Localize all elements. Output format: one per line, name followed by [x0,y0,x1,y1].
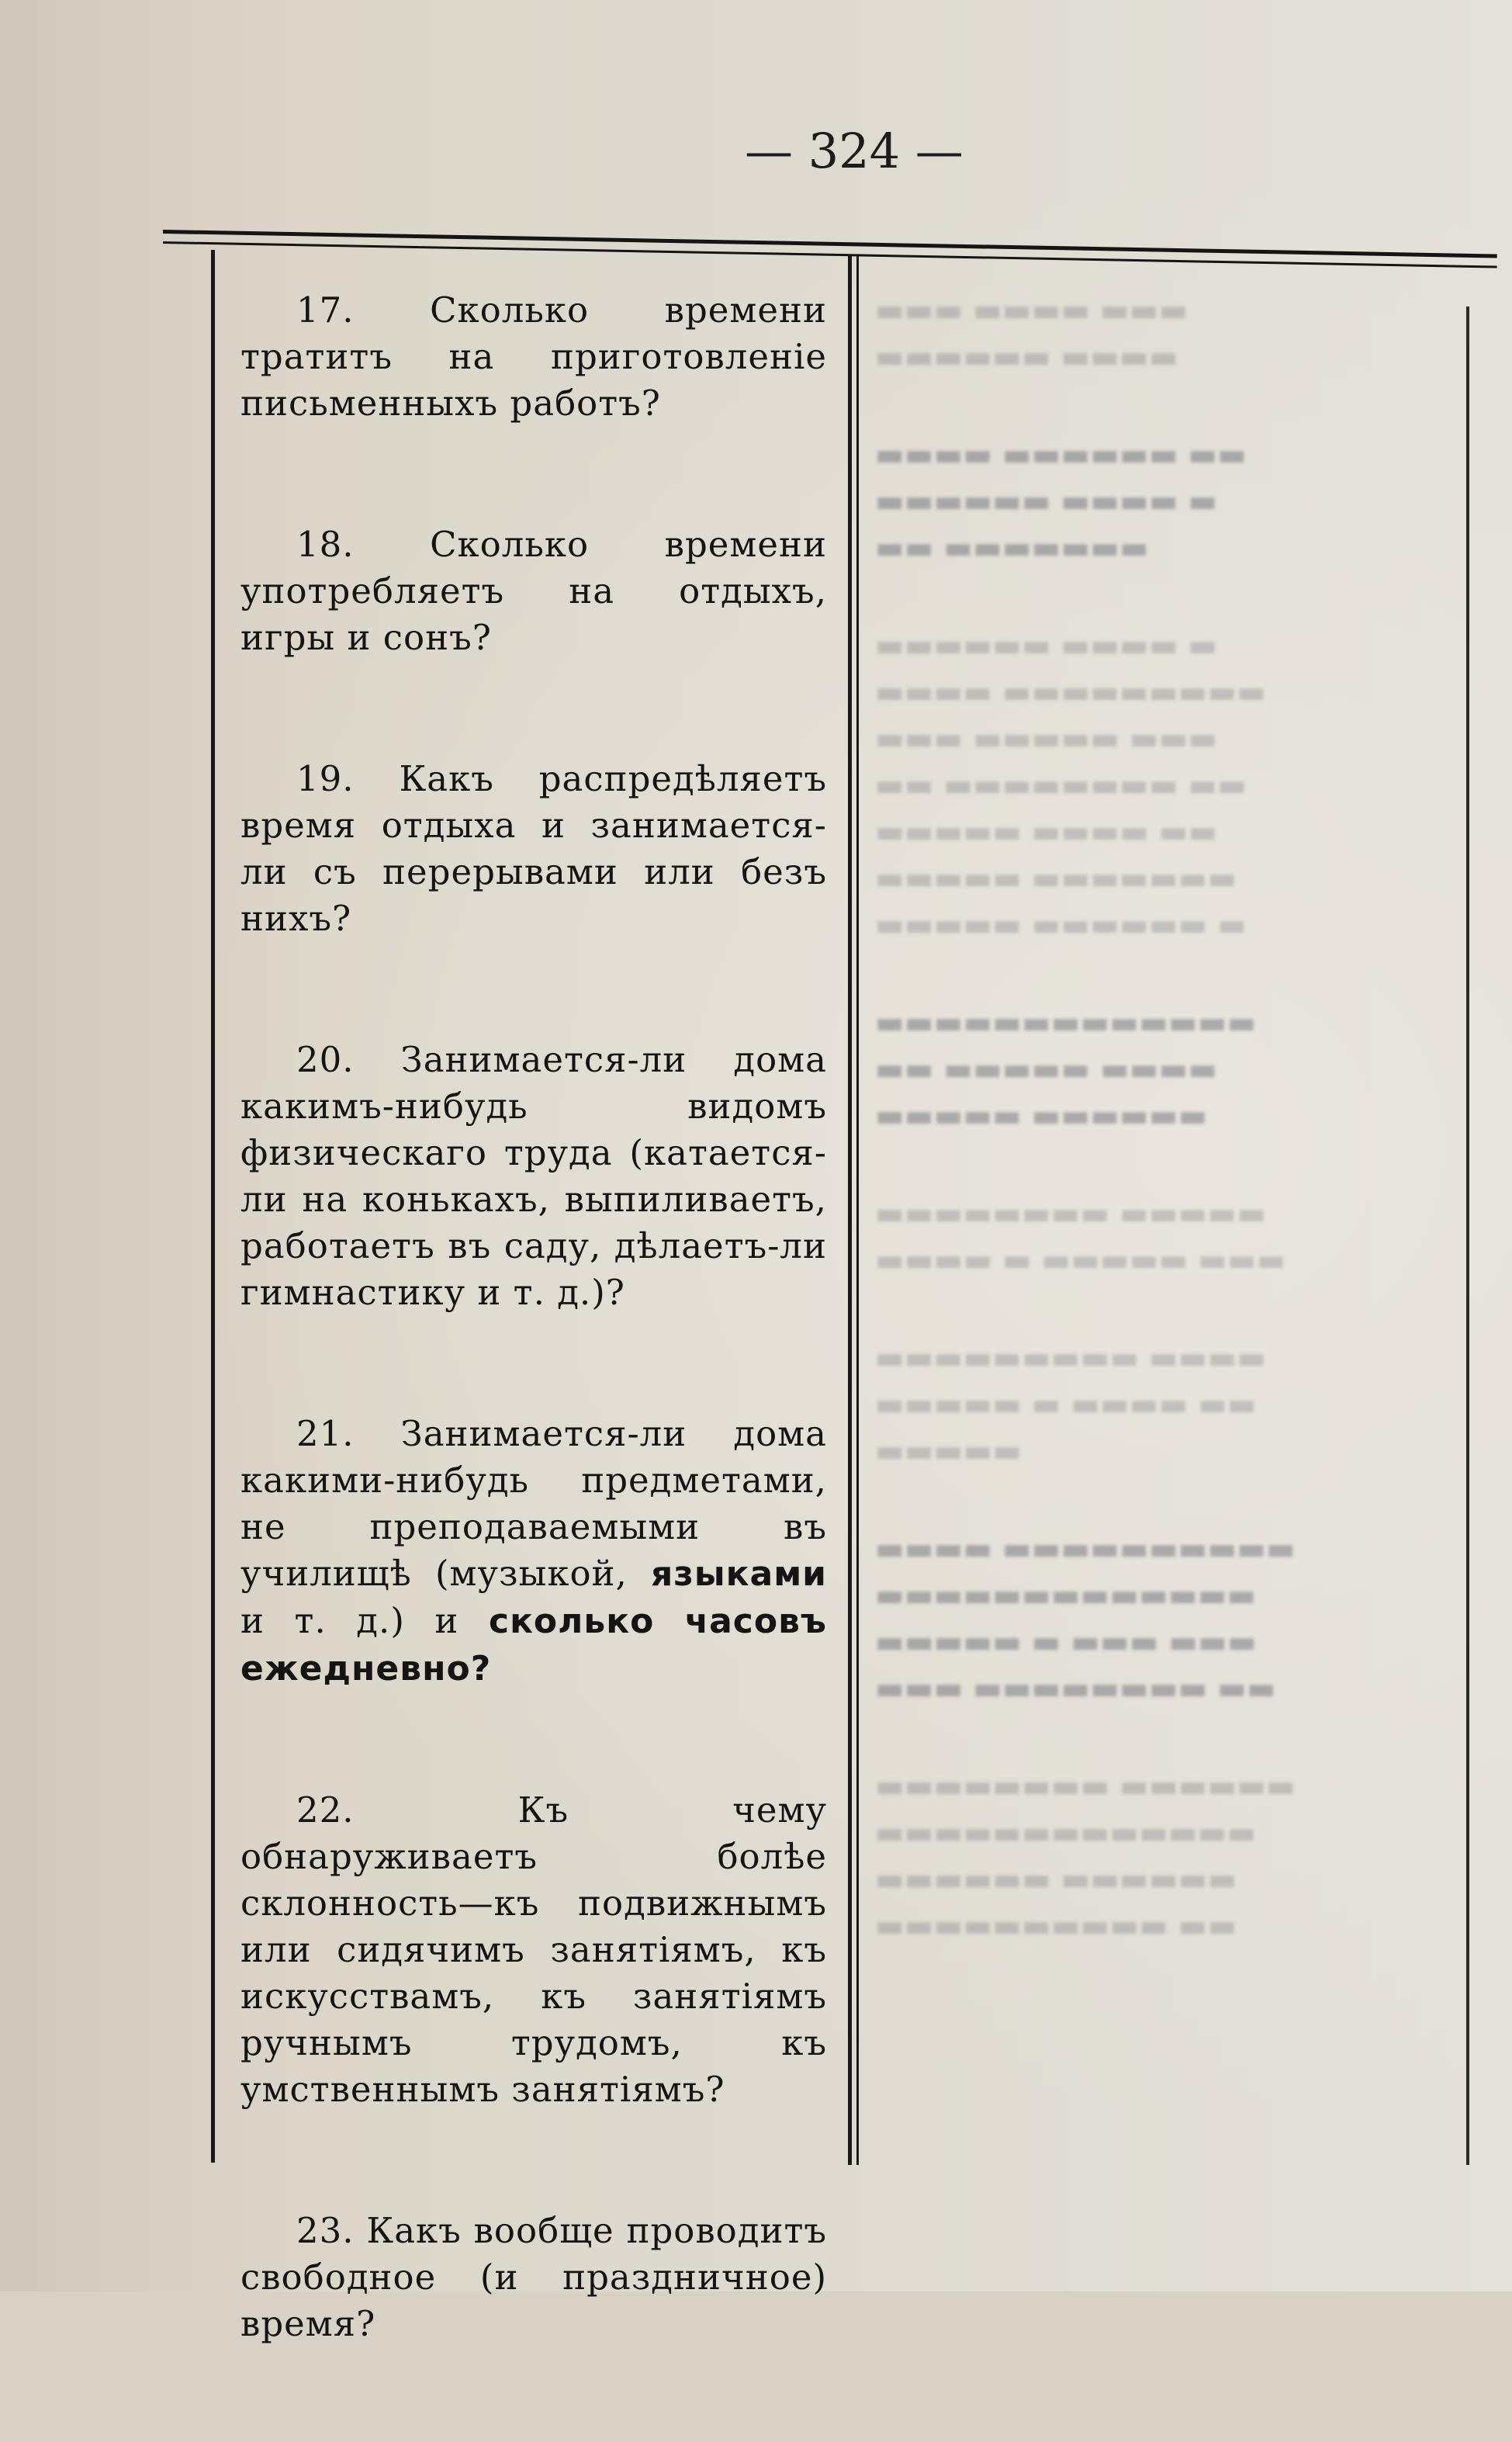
question-number: 20. [296,1039,355,1080]
bleedthrough-block: ▬▬▬ ▬▬▬▬ ▬▬▬ ▬▬▬▬▬▬ ▬▬▬▬ [875,293,1188,375]
question-19 [240,756,827,942]
question-number: 19. [296,758,355,799]
question-number: 23. [296,2210,355,2251]
question-number: 17. [296,289,355,331]
column-divider [848,256,852,2165]
question-text: Сколько времени употребляетъ на отдыхъ, игры и сонъ? [240,524,827,658]
bleedthrough-block: ▬▬▬▬▬▬▬▬▬▬▬▬▬ ▬▬ ▬▬▬▬▬ ▬▬▬▬ ▬▬▬▬▬ ▬▬▬▬▬▬ [875,1005,1257,1134]
column-divider-thin [856,256,859,2165]
question-text: Какъ вообще проводитъ свободное (и праздничное) время? [240,2210,827,2344]
answer-column-bleedthrough [875,287,1449,2134]
bleedthrough-block: ▬▬▬▬ ▬▬▬▬▬▬▬▬▬▬ ▬▬▬▬▬▬▬▬▬▬▬▬▬ ▬▬▬▬▬ ▬ ▬▬▬ ▬▬▬ ▬▬▬ ▬▬▬▬▬▬▬▬ ▬▬ [875,1531,1296,1706]
question-21 [240,1411,827,1692]
question-text-bold: языками [651,1554,827,1594]
question-text: Занимается-ли дома какими-нибудь предметами, не преподаваемыми въ училищѣ (музыкой, [240,1413,827,1594]
question-17 [240,287,827,427]
question-number: 21. [296,1413,355,1454]
question-text: Къ чему обнаруживаетъ болѣе склонность—къ подвижнымъ или сидячимъ занятіямъ, къ искусствамъ, къ занятіямъ ручнымъ трудомъ, къ умственнымъ занятіямъ? [240,1789,827,2110]
question-number: 22. [296,1789,355,1831]
bleedthrough-block: ▬▬▬▬ ▬▬▬▬▬▬ ▬▬ ▬▬▬▬▬▬ ▬▬▬▬ ▬ ▬▬ ▬▬▬▬▬▬▬ [875,437,1247,566]
question-23 [240,2208,827,2347]
question-18 [240,521,827,661]
page-number: — 324 — [745,123,964,179]
bleedthrough-block: ▬▬▬▬▬▬▬▬ ▬▬▬▬▬ ▬▬▬▬ ▬ ▬▬▬▬▬ ▬▬▬ [875,1196,1286,1278]
bleedthrough-block: ▬▬▬▬▬▬▬▬ ▬▬▬▬▬▬ ▬▬▬▬▬▬▬▬▬▬▬▬▬ ▬▬▬▬▬▬ ▬▬▬▬▬▬ ▬▬▬▬▬▬▬▬▬▬ ▬▬ [875,1768,1296,1944]
question-text: и т. д.) и [240,1600,489,1641]
question-text: Сколько времени тратитъ на приготовленіе письменныхъ работъ? [240,289,827,424]
question-20 [240,1037,827,1316]
question-text-bold: сколько часовъ ежедневно? [240,1602,827,1689]
bleedthrough-block: ▬▬▬▬▬▬▬▬▬ ▬▬▬▬ ▬▬▬▬▬ ▬ ▬▬▬▬ ▬▬ ▬▬▬▬▬ [875,1340,1267,1469]
left-border [211,250,215,2163]
question-text: Какъ распредѣляетъ время отдыха и занимается-ли съ перерывами или безъ нихъ? [240,758,827,939]
question-22 [240,1787,827,2113]
question-text: Занимается-ли дома какимъ-нибудь видомъ физическаго труда (катается-ли на конькахъ, выпиливаетъ, работаетъ въ саду, дѣлаетъ-ли гимнастику и т. д.)? [240,1039,827,1313]
question-number: 18. [296,524,355,565]
right-border [1466,307,1469,2165]
questions-column [240,287,827,2442]
bleedthrough-block: ▬▬▬▬▬▬ ▬▬▬▬ ▬ ▬▬▬▬ ▬▬▬▬▬▬▬▬▬ ▬▬▬ ▬▬▬▬▬ ▬▬▬ ▬▬ ▬▬▬▬▬▬▬▬ ▬▬ ▬▬▬▬▬ ▬▬▬▬ ▬▬ ▬▬▬▬▬ ▬▬▬▬▬▬▬ ▬▬▬▬▬ ▬▬▬▬▬▬ ▬ [875,628,1267,943]
